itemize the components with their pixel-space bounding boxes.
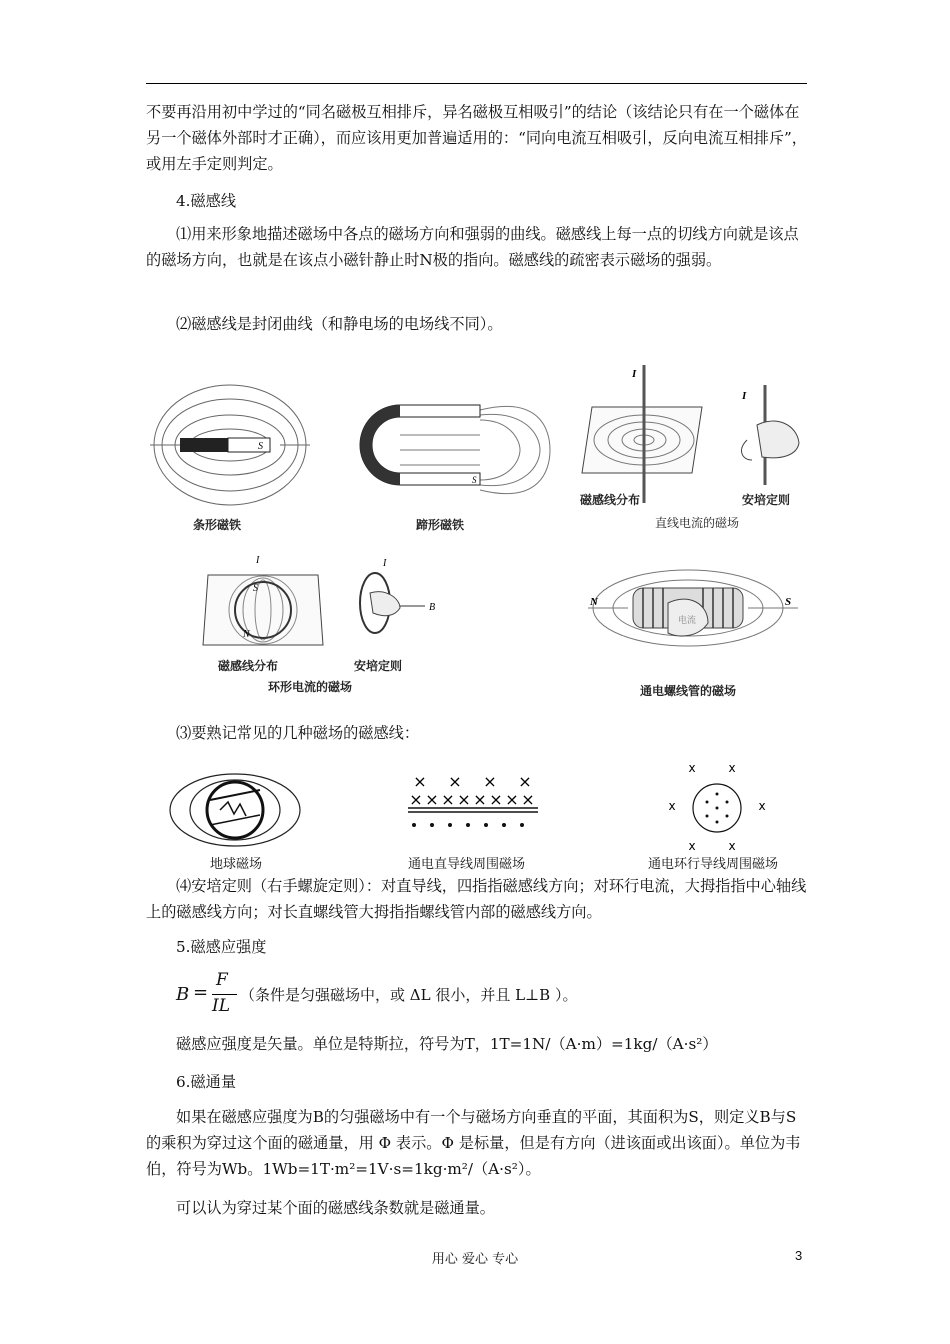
horseshoe-s-pole-label: S [472,475,477,485]
straight-wire-field-diagram [408,773,538,833]
cross-mark: × [489,790,503,809]
ring-current-field-label: 环形电流的磁场 [268,680,353,694]
cross-mark-small: x [728,761,736,775]
formula-numerator: F [216,970,228,990]
bar-s-pole-label: S [258,441,263,452]
formula-denominator: IL [212,996,231,1016]
straight-distribution-label: 磁感线分布 [580,493,641,507]
paragraph-field-lines-3: ⑶要熟记常见的几种磁场的磁感线： [176,724,419,742]
paragraph-field-lines-2: ⑵磁感线是封闭曲线（和静电场的电场线不同）。 [176,315,503,333]
page-number: 3 [795,1248,803,1263]
ring-b-label: B [429,602,436,613]
cross-mark: × [409,790,423,809]
horseshoe-magnet-diagram [360,385,550,505]
cross-mark-small: x [688,839,696,853]
ring-s-label: S [253,583,258,594]
earth-field-caption: 地球磁场 [210,857,263,872]
solenoid-n-label: N [590,596,598,608]
cross-mark: × [521,790,535,809]
cross-mark: × [505,790,519,809]
cross-mark-small: x [668,799,676,813]
cross-mark: × [473,790,487,809]
cross-mark: × [425,790,439,809]
cross-mark: × [483,772,497,791]
ring-ampere-i-label: I [383,558,387,569]
ring-wire-field-diagram [662,762,772,852]
heading-field-lines: 4.磁感线 [176,192,237,210]
bar-magnet-label: 条形磁铁 [193,518,242,532]
formula-note: （条件是匀强磁场中，或 ΔL 很小，并且 L⊥B ）。 [240,986,578,1004]
horseshoe-magnet-label: 蹄形磁铁 [416,518,465,532]
straight-current-field-label: 直线电流的磁场 [655,516,740,530]
cross-mark: × [448,772,462,791]
formula-lhs: B [176,984,190,1005]
heading-flux: 6.磁通量 [176,1073,237,1091]
paragraph-poles: 不要再沿用初中学过的“同名磁极互相排斥，异名磁极互相吸引”的结论（该结论只有在一个磁体在另一个磁体外部时才正确），而应该用更加普遍适用的：“同向电流互相吸引，反向电流互相排斥”，或用左手定则判定。 [146,103,807,173]
formula-fraction-bar [212,994,237,995]
paragraph-field-lines-1: ⑴用来形象地描述磁场中各点的磁场方向和强弱的曲线。磁感线上每一点的切线方向就是该点的磁场方向，也就是在该点小磁针静止时N极的指向。磁感线的疏密表示磁场的强弱。 [146,225,799,269]
bar-magnet-diagram [150,378,310,508]
paragraph-flux-2: 可以认为穿过某个面的磁感线条数就是磁通量。 [176,1199,495,1217]
cross-mark-small: x [728,839,736,853]
solenoid-field-label: 通电螺线管的磁场 [640,684,737,698]
paragraph-flux-1: 如果在磁感应强度为B的匀强磁场中有一个与磁场方向垂直的平面，其面积为S，则定义B与S的乘积为穿过这个面的磁通量，用 Φ 表示。Φ 是标量，但是有方向（进该面或出该面）。单位为韦伯，符号为Wb。1Wb=1T·m²=1V·s=1kg·m²/（A·s²）。 [146,1108,801,1178]
ring-distribution-label: 磁感线分布 [218,659,279,673]
cross-mark-small: x [688,761,696,775]
straight-current-diagram [572,365,722,505]
cross-mark: × [457,790,471,809]
footer-motto: 用心 爱心 专心 [431,1252,519,1267]
cross-mark-small: x [758,799,766,813]
ampere-rule-i-label: I [742,390,747,402]
heading-induction: 5.磁感应强度 [176,938,267,956]
straight-ampere-rule-label: 安培定则 [742,493,791,507]
cross-mark: × [413,772,427,791]
formula-eq: = [193,982,209,1003]
ring-ampere-rule-diagram [345,558,435,638]
ring-n-label: N [243,629,250,640]
ring-ampere-rule-label: 安培定则 [354,659,403,673]
cross-mark: × [441,790,455,809]
earth-field-diagram [160,770,300,850]
solenoid-s-label: S [785,596,792,608]
cross-mark: × [518,772,532,791]
ring-wire-caption: 通电环行导线周围磁场 [648,857,779,872]
solenoid-diagram [588,563,798,673]
ampere-rule-hand-diagram [737,385,807,485]
ring-i-label: I [256,555,260,566]
paragraph-induction-unit: 磁感应强度是矢量。单位是特斯拉，符号为T，1T=1N/（A·m）=1kg/（A·s²） [176,1035,718,1053]
straight-current-i-label: I [632,368,637,380]
solenoid-current-label: 电流 [678,616,697,626]
header-rule [146,83,807,84]
ring-current-diagram [198,555,328,665]
paragraph-ampere-rule: ⑷安培定则（右手螺旋定则）：对直导线，四指指磁感线方向；对环行电流，大拇指指中心轴线上的磁感线方向；对长直螺线管大拇指指螺线管内部的磁感线方向。 [146,877,807,921]
straight-wire-caption: 通电直导线周围磁场 [408,857,526,872]
